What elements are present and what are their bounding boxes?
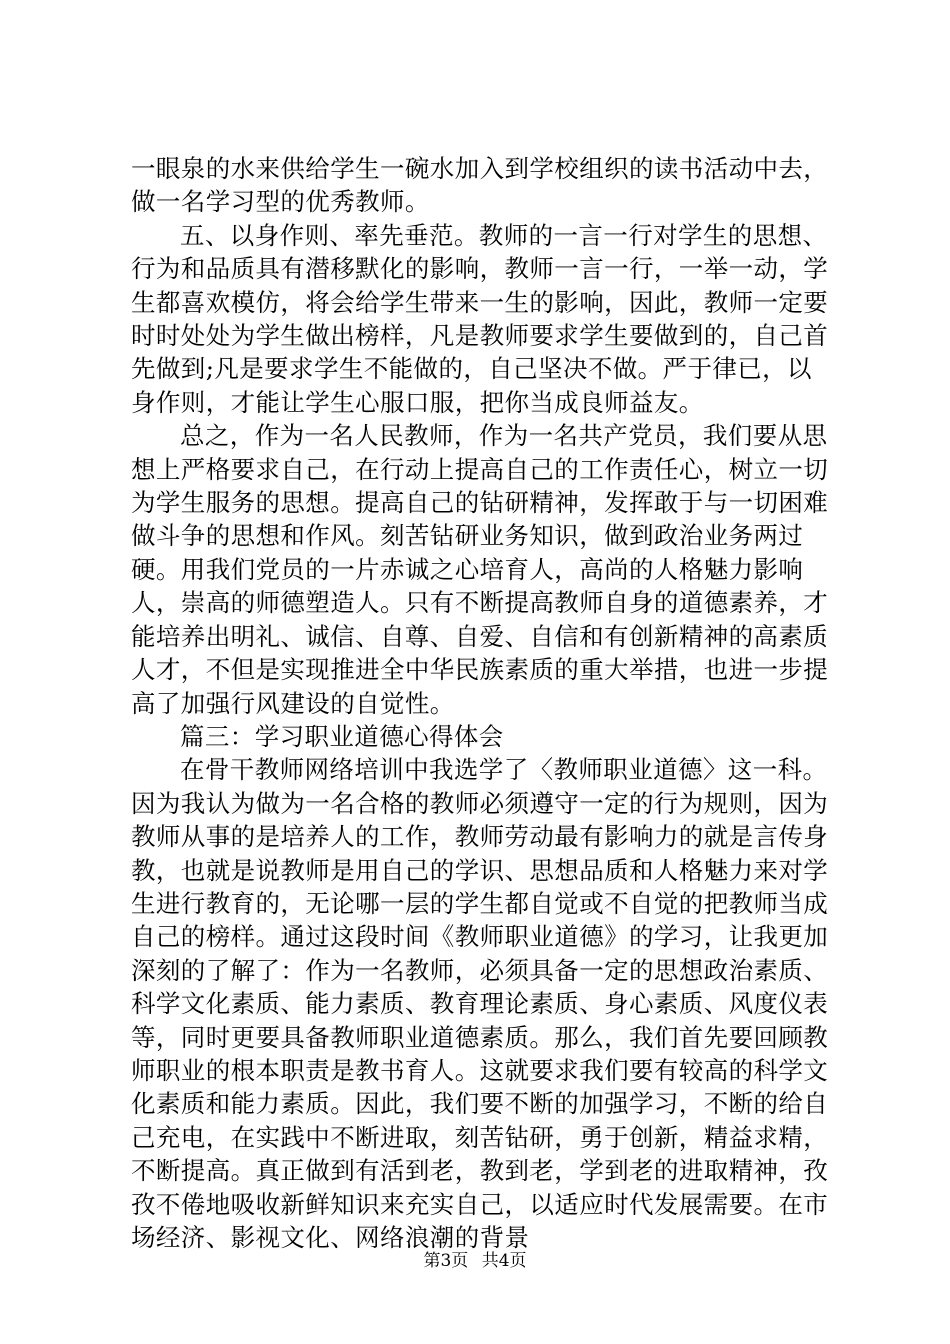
paragraph-conclusion: 总之，作为一名人民教师，作为一名共产党员，我们要从思想上严格要求自己，在行动上提高自己的工作责任心，树立一切为学生服务的思想。提高自己的钻研精神，发挥敢于与一切困难做斗争的思想和作风。刻苦钻研业务知识，做到政治业务两过硬。用我们党员的一片赤诚之心培育人，高尚的人格魅力影响人，崇高的师德塑造人。只有不断提高教师自身的道德素养，才能培养出明礼、诚信、自尊、自爱、自信和有创新精神的高素质人才，不但是实现推进全中华民族素质的重大举措，也进一步提高了加强行风建设的自觉性。	[131, 421, 829, 718]
paragraph-continuation: 一眼泉的水来供给学生一碗水加入到学校组织的读书活动中去，做一名学习型的优秀教师。	[131, 154, 829, 217]
page-number: 第3页	[423, 1251, 469, 1271]
section-heading: 篇三：学习职业道德心得体会	[180, 721, 504, 751]
paragraph-section-five: 五、以身作则、率先垂范。教师的一言一行对学生的思想、行为和品质具有潜移默化的影响，教师一言一行，一举一动，学生都喜欢模仿，将会给学生带来一生的影响，因此，教师一定要时时处处为学生做出榜样，凡是教师要求学生要做到的，自己首先做到;凡是要求学生不能做的，自己坚决不做。严于律已，以身作则，才能让学生心服口服，把你当成良师益友。	[131, 220, 829, 417]
page-total: 共4页	[481, 1251, 527, 1271]
page-footer	[0, 1246, 950, 1271]
paragraph-part-three: 在骨干教师网络培训中我选学了〈教师职业道德〉这一科。因为我认为做为一名合格的教师必须遵守一定的行为规则，因为教师从事的是培养人的工作，教师劳动最有影响力的就是言传身教，也就是说教师是用自己的学识、思想品质和人格魅力来对学生进行教育的，无论哪一层的学生都自觉或不自觉的把教师当成自己的榜样。通过这段时间《教师职业道德》的学习，让我更加深刻的了解了：作为一名教师，必须具备一定的思想政治素质、科学文化素质、能力素质、教育理论素质、身心素质、风度仪表等，同时更要具备教师职业道德素质。那么，我们首先要回顾教师职业的根本职责是教书育人。这就要求我们要有较高的科学文化素质和能力素质。因此，我们要不断的加强学习，不断的给自己充电，在实践中不断进取，刻苦钻研，勇于创新，精益求精，不断提高。真正做到有活到老，教到老，学到老的进取精神，孜孜不倦地吸收新鲜知识来充实自己，以适应时代发展需要。在市场经济、影视文化、网络浪潮的背景	[131, 755, 829, 1252]
document-body	[131, 152, 831, 1254]
